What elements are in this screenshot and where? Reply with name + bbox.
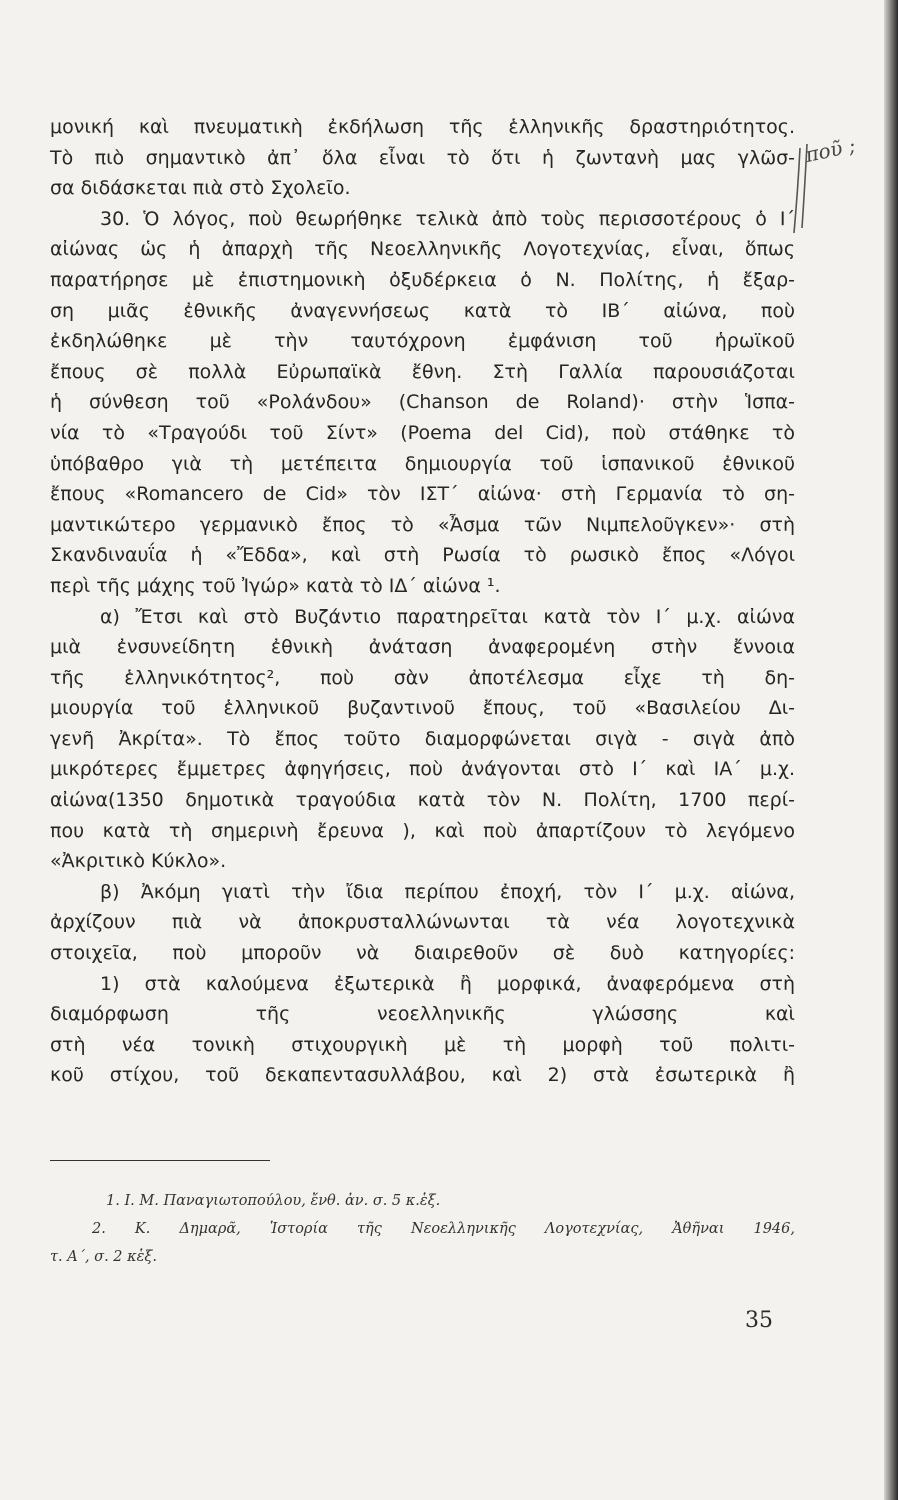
- text-line: νία τὸ «Τραγούδι τοῦ Σίντ» (Poema del Cid), ποὺ στάθηκε τὸ: [50, 421, 795, 444]
- text-line: 30. Ὁ λόγος, ποὺ θεωρήθηκε τελικὰ ἀπὸ τοὺς περισσοτέρους ὁ Ι´: [100, 207, 795, 230]
- text-line: ἀρχίζουν πιὰ νὰ ἀποκρυσταλλώνωνται τὰ νέα λογοτεχνικὰ: [50, 911, 795, 934]
- text-line: μικρότερες ἔμμετρες ἀφηγήσεις, ποὺ ἀνάγονται στὸ Ι´ καὶ ΙΑ´ μ.χ.: [50, 758, 795, 781]
- text-line: αἰώνας ὡς ἡ ἀπαρχὴ τῆς Νεοελληνικῆς Λογοτεχνίας, εἶναι, ὅπως: [50, 238, 795, 261]
- body-text: [50, 112, 795, 1091]
- text-line: ἔπους σὲ πολλὰ Εὐρωπαϊκὰ ἔθνη. Στὴ Γαλλία παρουσιάζοται: [50, 360, 795, 383]
- text-line: ἡ σύνθεση τοῦ «Ρολάνδου» (Chanson de Roland)· στὴν Ἱσπα-: [50, 391, 795, 414]
- text-line: τῆς ἑλληνικότητος², ποὺ σὰν ἀποτέλεσμα εἶχε τὴ δη-: [50, 666, 795, 689]
- footnotes: [50, 1187, 795, 1271]
- footnote-divider: [50, 1160, 270, 1161]
- text-line: ση μιᾶς ἐθνικῆς ἀναγεννήσεως κατὰ τὸ ΙΒ´ αἰώνα, ποὺ: [50, 299, 795, 322]
- page-edge-shadow: [884, 0, 898, 1500]
- text-line: περὶ τῆς μάχης τοῦ Ἰγώρ» κατὰ τὸ ΙΔ´ αἰώνα ¹.: [50, 574, 501, 597]
- text-line: β) Ἀκόμη γιατὶ τὴν ἴδια περίπου ἐποχή, τὸν Ι´ μ.χ. αἰώνα,: [100, 880, 795, 903]
- footnote-2: 2. Κ. Δημαρᾶ, Ἱστορία τῆς Νεοελληνικῆς Λογοτεχνίας, Ἀθῆναι 1946,: [92, 1221, 795, 1237]
- text-line: ὑπόβαθρο γιὰ τὴ μετέπειτα δημιουργία τοῦ ἱσπανικοῦ ἐθνικοῦ: [50, 452, 795, 475]
- text-line: στοιχεῖα, ποὺ μποροῦν νὰ διαιρεθοῦν σὲ δυὸ κατηγορίες:: [50, 942, 795, 965]
- text-line: διαμόρφωση τῆς νεοελληνικῆς γλώσσης καὶ: [50, 1003, 795, 1026]
- text-line: ἔπους «Romancero de Cid» τὸν ΙΣΤ´ αἰώνα· στὴ Γερμανία τὸ ση-: [50, 483, 795, 506]
- text-line: α) Ἔτσι καὶ στὸ Βυζάντιο παρατηρεῖται κατὰ τὸν Ι´ μ.χ. αἰώνα: [100, 605, 795, 628]
- text-line: ἐκδηλώθηκε μὲ τὴν ταυτόχρονη ἐμφάνιση τοῦ ἡρωϊκοῦ: [50, 330, 795, 353]
- text-line: μιουργία τοῦ ἑλληνικοῦ βυζαντινοῦ ἔπους, τοῦ «Βασιλείου Δι-: [50, 697, 795, 720]
- text-line: Σκανδιναυΐα ἡ «Ἔδδα», καὶ στὴ Ρωσία τὸ ρωσικὸ ἔπος «Λόγοι: [50, 544, 795, 567]
- handwritten-margin-note: ποῦ ;: [803, 133, 858, 167]
- text-line: Τὸ πιὸ σημαντικὸ ἀπ᾽ ὅλα εἶναι τὸ ὅτι ἡ ζωντανὴ μας γλῶσ-: [50, 146, 795, 169]
- text-line: «Ἀκριτικὸ Κύκλο».: [50, 850, 227, 873]
- text-line: μαντικώτερο γερμανικὸ ἔπος τὸ «Ἆσμα τῶν Νιμπελοῦγκεν»· στὴ: [50, 513, 795, 536]
- text-line: μονική καὶ πνευματικὴ ἐκδήλωση τῆς ἑλληνικῆς δραστηριότητος.: [50, 116, 795, 138]
- footnote-1: 1. Ι. Μ. Παναγιωτοπούλου, ἔνθ. ἀν. σ. 5 κ.ἑξ.: [106, 1193, 441, 1209]
- text-line: μιὰ ἐνσυνείδητη ἐθνικὴ ἀνάταση ἀναφερομένη στὴν ἔννοια: [50, 636, 795, 659]
- page-number: 35: [745, 1308, 773, 1333]
- text-line: κοῦ στίχου, τοῦ δεκαπεντασυλλάβου, καὶ 2) στὰ ἐσωτερικὰ ἢ: [50, 1064, 795, 1087]
- text-line: γενῆ Ἀκρίτα». Τὸ ἔπος τοῦτο διαμορφώνεται σιγὰ - σιγὰ ἀπὸ: [50, 727, 795, 750]
- text-line: στὴ νέα τονικὴ στιχουργικὴ μὲ τὴ μορφὴ τοῦ πολιτι-: [50, 1033, 795, 1056]
- text-line: παρατήρησε μὲ ἐπιστημονικὴ ὀξυδέρκεια ὁ Ν. Πολίτης, ἡ ἔξαρ-: [50, 268, 795, 291]
- text-line: αἰώνα(1350 δημοτικὰ τραγούδια κατὰ τὸν Ν. Πολίτη, 1700 περί-: [50, 789, 795, 812]
- text-line: σα διδάσκεται πιὰ στὸ Σχολεῖο.: [50, 177, 351, 200]
- text-line: που κατὰ τὴ σημερινὴ ἔρευνα ), καὶ ποὺ ἀπαρτίζουν τὸ λεγόμενο: [50, 819, 795, 842]
- footnote-2-continued: τ. Α´, σ. 2 κἑξ.: [50, 1249, 158, 1265]
- text-line: 1) στὰ καλούμενα ἐξωτερικὰ ἢ μορφικά, ἀναφερόμενα στὴ: [100, 972, 795, 995]
